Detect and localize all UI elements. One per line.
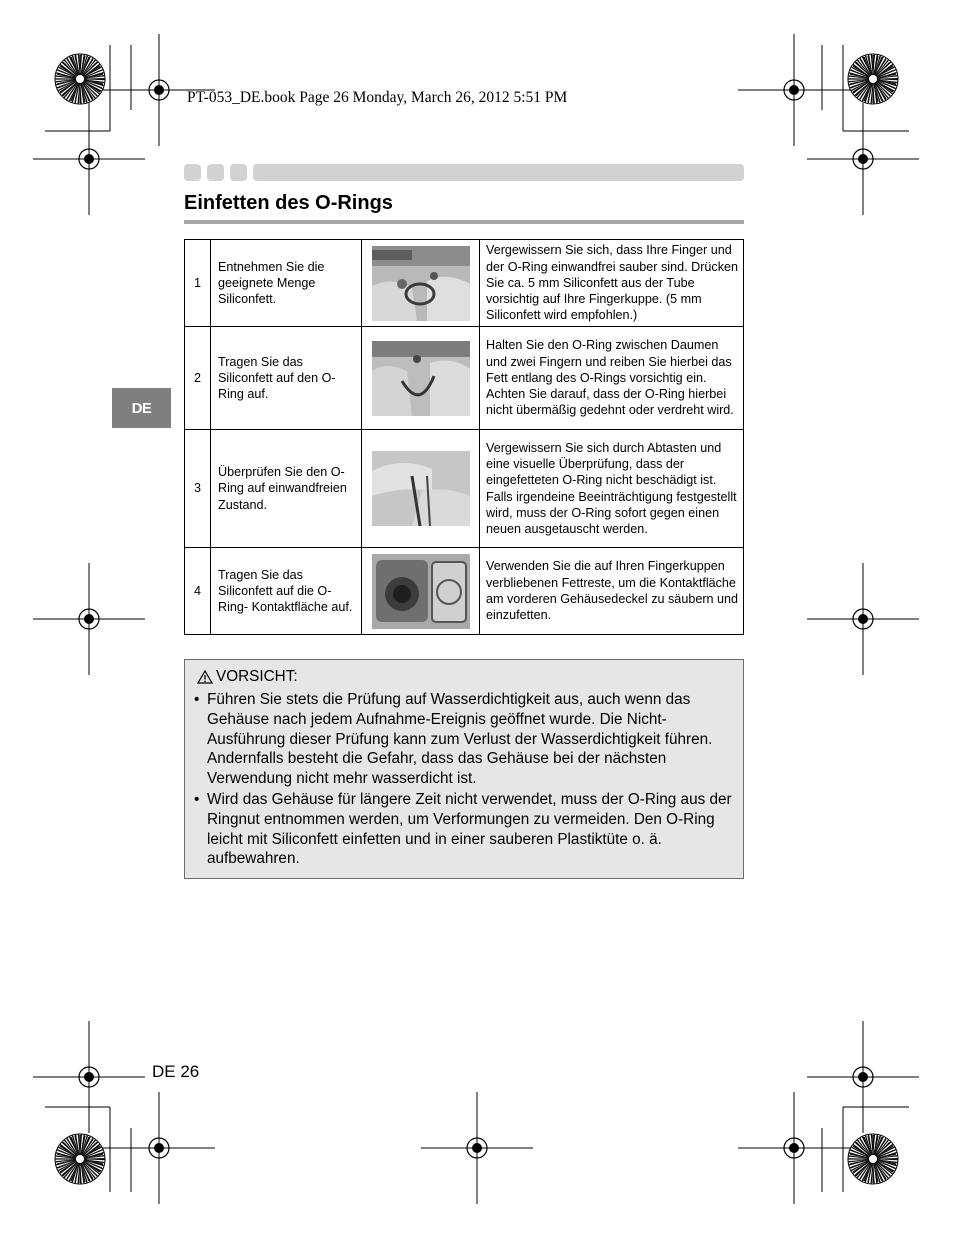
step-note: Vergewissern Sie sich durch Abtasten und eine visuelle Überprüfung, dass der eingefetteten O-Ring nicht beschädigt ist. Falls irgendeine Beeinträchtigung festgestellt wird, muss der O-Ring sofort gegen einen neuen ausgetauscht werden.	[480, 430, 744, 548]
table-row	[185, 548, 744, 635]
step-description: Tragen Sie das Siliconfett auf den O-Ring auf.	[211, 327, 362, 430]
table-row	[185, 240, 744, 327]
step-photo	[362, 327, 480, 430]
list-item	[194, 790, 734, 869]
bullet: •	[194, 691, 200, 708]
caution-heading-text: VORSICHT:	[216, 668, 298, 685]
housing-contact-photo	[372, 554, 470, 629]
step-note: Halten Sie den O-Ring zwischen Daumen und zwei Fingern und reiben Sie hierbei das Fett entlang des O-Rings vorsichtig ein. Achten Sie darauf, dass der O-Ring hierbei nicht übermäßig gedehnt oder verdreht wird.	[480, 327, 744, 430]
warning-icon	[197, 670, 213, 684]
step-photo	[362, 240, 480, 327]
steps-table	[184, 239, 744, 635]
page-number: DE 26	[152, 1062, 200, 1081]
step-note: Verwenden Sie die auf Ihren Fingerkuppen verbliebenen Fettreste, um die Kontaktfläche am vorderen Gehäusedeckel zu säubern und einzufetten.	[480, 548, 744, 635]
step-description: Tragen Sie das Siliconfett auf die O-Ring- Kontaktfläche auf.	[211, 548, 362, 635]
inspect-oring-photo	[372, 451, 470, 526]
print-header: PT-053_DE.book Page 26 Monday, March 26, 2012 5:51 PM	[187, 89, 568, 106]
step-number: 4	[185, 548, 211, 635]
list-item	[194, 690, 734, 789]
caution-item-text: Führen Sie stets die Prüfung auf Wasserdichtigkeit aus, auch wenn das Gehäuse nach jedem Aufnahme-Ereignis geöffnet wurde. Die Nicht-Ausführung dieser Prüfung kann zum Verlust der Wasserdichtigkeit führen. Andernfalls besteht die Gefahr, dass das Gehäuse bei der nächsten Verwendung nicht mehr wasserdicht ist.	[207, 691, 713, 788]
step-note: Vergewissern Sie sich, dass Ihre Finger und der O-Ring einwandfrei sauber sind. Drücken Sie ca. 5 mm Siliconfett aus der Tube vorsichtig auf Ihre Fingerkuppe. (5 mm Siliconfett wird empfohlen.)	[480, 240, 744, 327]
rubbing-oring-photo	[372, 341, 470, 416]
title-underline	[184, 220, 744, 224]
fingers-silicone-photo	[372, 246, 470, 321]
step-description: Überprüfen Sie den O-Ring auf einwandfreien Zustand.	[211, 430, 362, 548]
section-header-bar	[253, 164, 744, 181]
table-row	[185, 430, 744, 548]
bullet: •	[194, 790, 200, 808]
caution-list	[194, 690, 734, 870]
language-tab: DE	[112, 388, 171, 428]
caution-box	[184, 659, 744, 879]
step-number: 3	[185, 430, 211, 548]
step-number: 1	[185, 240, 211, 327]
step-description: Entnehmen Sie die geeignete Menge Siliconfett.	[211, 240, 362, 327]
section-marker-square	[184, 164, 201, 181]
step-number: 2	[185, 327, 211, 430]
step-photo	[362, 430, 480, 548]
section-marker-square	[230, 164, 247, 181]
caution-heading	[197, 667, 298, 687]
section-marker-square	[207, 164, 224, 181]
caution-item-text: Wird das Gehäuse für längere Zeit nicht verwendet, muss der O-Ring aus der Ringnut entnommen werden, um Verformungen zu vermeiden. Den O-Ring leicht mit Siliconfett einfetten und in einer sauberen Plastiktüte o. ä. aufbewahren.	[207, 790, 732, 868]
page-title: Einfetten des O-Rings	[184, 192, 393, 214]
table-row	[185, 327, 744, 430]
step-photo	[362, 548, 480, 635]
